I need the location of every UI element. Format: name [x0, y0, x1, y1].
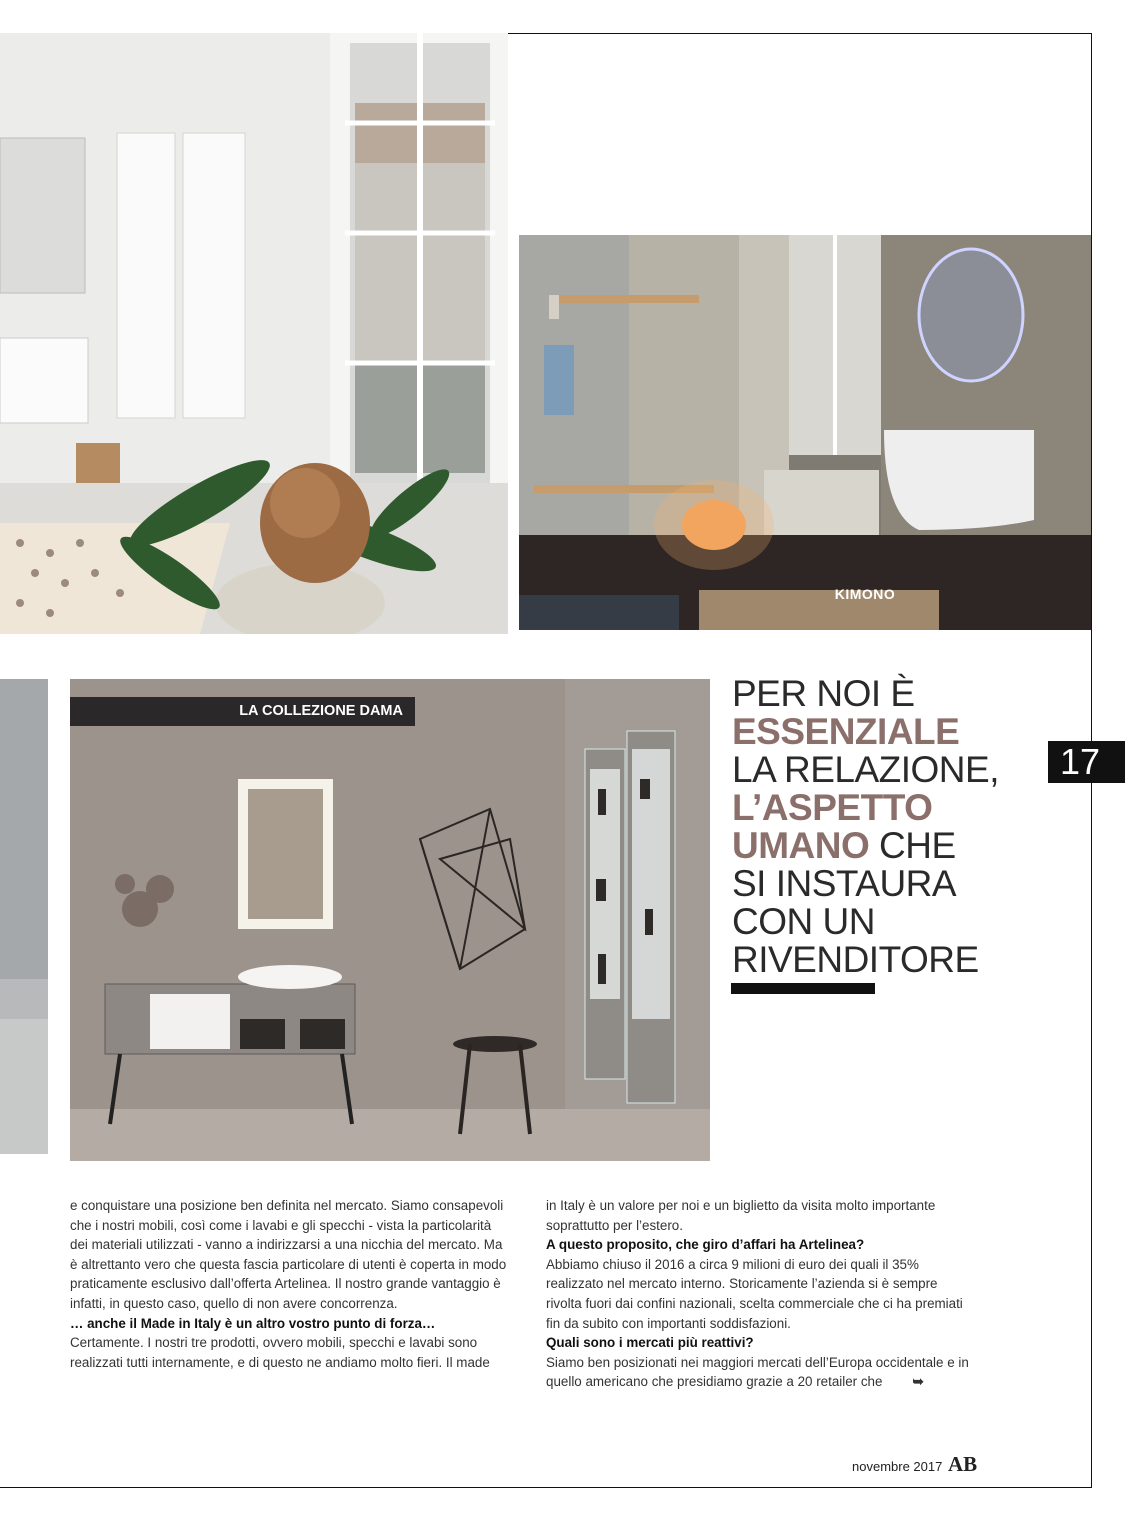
article-paragraph [546, 1353, 971, 1392]
article-paragraph: in Italy è un valore per noi e un biglietto da visita molto importante soprattutto per l’estero. [546, 1198, 936, 1233]
pull-quote [732, 675, 1032, 979]
continue-arrow-icon: ➥ [912, 1374, 924, 1390]
frame-top-line [508, 33, 1092, 34]
caption-kimono: KIMONO [834, 586, 896, 602]
pull-quote-emphasis: UMANO [732, 825, 870, 866]
pull-quote-emphasis: ESSENZIALE [732, 711, 960, 752]
magazine-logo: AB [947, 1452, 978, 1476]
photo-bathroom-window [0, 33, 508, 634]
page-footer [852, 1452, 977, 1477]
pull-quote-emphasis: L’ASPETTO [732, 787, 933, 828]
article-paragraph: Certamente. I nostri tre prodotti, ovvero mobili, specchi e lavabi sono realizzati tutti internamente, e di questo ne andiamo molto fieri. Il made [70, 1335, 490, 1370]
caption-dama: LA COLLEZIONE DAMA [70, 697, 415, 726]
article-column-left [70, 1196, 510, 1372]
page-number-tab: 17 [1048, 741, 1125, 783]
issue-date: novembre 2017 [852, 1459, 943, 1474]
pull-quote-text: CHE [869, 825, 956, 866]
article-text: Siamo ben posizionati nei maggiori mercati dell’Europa occidentale e in quello americano che presidiamo grazie a 20 retailer che [546, 1354, 969, 1390]
article-column-right [546, 1196, 971, 1392]
article-question: Quali sono i mercati più reattivi? [546, 1335, 754, 1351]
pull-quote-line: PER NOI È [732, 673, 915, 714]
photo-dama-collection [70, 679, 710, 1161]
pull-quote-line-mixed [732, 827, 1032, 865]
photo-strip-left [0, 679, 48, 1154]
article-question: A questo proposito, che giro d’affari ha Artelinea? [546, 1237, 865, 1253]
article-paragraph: e conquistare una posizione ben definita nel mercato. Siamo consapevoli che i nostri mobili, così come i lavabi e gli specchi - vista la particolarità dei materiali utilizzati - vanno a indirizzarsi a una nicchia del mercato. Ma è altrettanto vero che questa fascia particolare di utenti è coperta in modo praticamente esclusivo dall’offerta Artelinea. Il nostro grande vantaggio è infatti, in questo caso, quello di non avere concorrenza. [70, 1198, 507, 1311]
article-paragraph: Abbiamo chiuso il 2016 a circa 9 milioni di euro dei quali il 35% realizzato nel mercato interno. Storicamente l’azienda si è sempre rivolta fuori dai confini nazionali, scelta commerciale che ci ha premiati fin da subito con importanti soddisfazioni. [546, 1256, 963, 1331]
pull-quote-line: CON UN [732, 901, 875, 942]
pull-quote-rule [731, 983, 875, 994]
pull-quote-line: SI INSTAURA [732, 863, 957, 904]
article-question: … anche il Made in Italy è un altro vostro punto di forza… [70, 1315, 436, 1331]
photo-kimono-bathroom [519, 235, 1091, 630]
frame-bottom-line [0, 1487, 1092, 1488]
pull-quote-line: RIVENDITORE [732, 939, 979, 980]
pull-quote-line: LA RELAZIONE, [732, 749, 999, 790]
